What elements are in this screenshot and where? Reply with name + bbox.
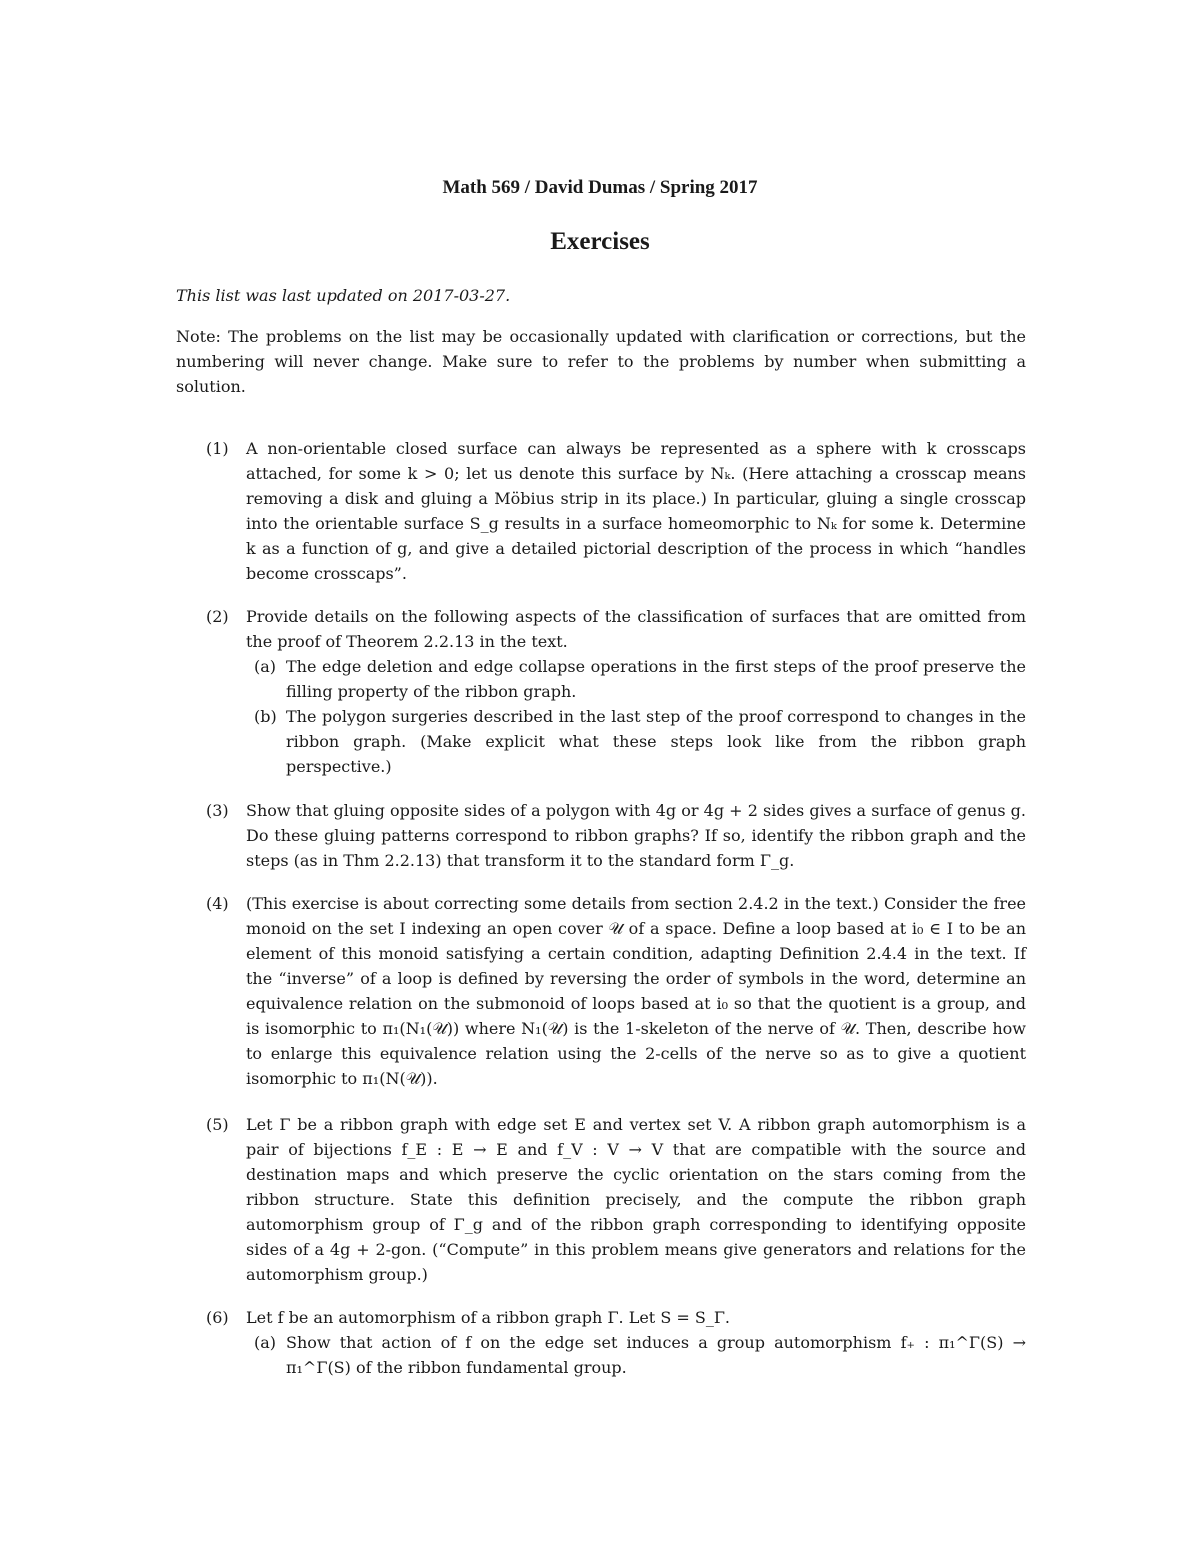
problem-number: (3) [206, 801, 229, 820]
last-updated-note: This list was last updated on 2017-03-27. [176, 286, 511, 305]
subproblem-a [246, 1330, 1026, 1380]
course-header: Math 569 / David Dumas / Spring 2017 [442, 177, 758, 198]
subproblem-label: (a) [254, 1333, 277, 1352]
problem-number: (1) [206, 439, 229, 458]
subproblem-a [246, 654, 1026, 704]
problem-intro: Let f be an automorphism of a ribbon graph Γ. Let S = S_Γ. [246, 1308, 731, 1327]
subproblem-text: The polygon surgeries described in the last step of the proof correspond to changes in the ribbon graph. (Make explicit what these steps look like from the ribbon graph perspective.) [286, 707, 1026, 776]
subproblem-label: (b) [254, 707, 277, 726]
subproblem-b [246, 704, 1026, 779]
subproblem-text: Show that action of f on the edge set induces a group automorphism f₊ : π₁^Γ(S) → π₁^Γ(S) of the ribbon fundamental group. [286, 1333, 1026, 1377]
problem-text: Show that gluing opposite sides of a polygon with 4g or 4g + 2 sides gives a surface of genus g. Do these gluing patterns correspond to ribbon graphs? If so, identify the ribbon graph and the steps (as in Thm 2.2.13) that transform it to the standard form Γ_g. [246, 801, 1026, 870]
subproblem-text: The edge deletion and edge collapse operations in the first steps of the proof preserve the filling property of the ribbon graph. [286, 657, 1026, 701]
problem-5 [206, 1112, 1026, 1287]
subproblem-label: (a) [254, 657, 277, 676]
problem-text [246, 604, 1026, 779]
problem-6 [206, 1305, 1026, 1380]
problem-text: A non-orientable closed surface can always be represented as a sphere with k crosscaps attached, for some k > 0; let us denote this surface by Nₖ. (Here attaching a crosscap means removing a disk and gluing a Möbius strip in its place.) In particular, gluing a single crosscap into the orientable surface S_g results in a surface homeomorphic to Nₖ for some k. Determine k as a function of g, and give a detailed pictorial description of the process in which “handles become crosscaps”. [246, 439, 1026, 583]
problem-4 [206, 891, 1026, 1091]
problem-1 [206, 436, 1026, 586]
page-title: Exercises [550, 228, 650, 255]
problem-2 [206, 604, 1026, 779]
problem-number: (4) [206, 894, 229, 913]
problem-3 [206, 798, 1026, 873]
problem-text: (This exercise is about correcting some details from section 2.4.2 in the text.) Consider the free monoid on the set I indexing an open cover 𝒰 of a space. Define a loop based at i₀ ∈ I to be an element of this monoid satisfying a certain condition, adapting Definition 2.4.4 in the text. If the “inverse” of a loop is defined by reversing the order of symbols in the word, determine an equivalence relation on the submonoid of loops based at i₀ so that the quotient is a group, and is isomorphic to π₁(N₁(𝒰)) where N₁(𝒰) is the 1-skeleton of the nerve of 𝒰. Then, describe how to enlarge this equivalence relation using the 2-cells of the nerve so as to give a quotient isomorphic to π₁(N(𝒰)). [246, 894, 1026, 1088]
numbering-note: Note: The problems on the list may be occasionally updated with clarification or corrections, but the numbering will never change. Make sure to refer to the problems by number when submitting a solution. [176, 327, 1026, 396]
problem-text: Let Γ be a ribbon graph with edge set E and vertex set V. A ribbon graph automorphism is a pair of bijections f_E : E → E and f_V : V → V that are compatible with the source and destination maps and which preserve the cyclic orientation on the stars coming from the ribbon structure. State this definition precisely, and the compute the ribbon graph automorphism group of Γ_g and of the ribbon graph corresponding to identifying opposite sides of a 4g + 2-gon. (“Compute” in this problem means give generators and relations for the automorphism group.) [246, 1115, 1026, 1284]
problem-intro: Provide details on the following aspects of the classification of surfaces that are omitted from the proof of Theorem 2.2.13 in the text. [246, 607, 1026, 651]
problem-number: (6) [206, 1308, 229, 1327]
problem-number: (5) [206, 1115, 229, 1134]
problem-text [246, 1305, 1026, 1380]
problem-number: (2) [206, 607, 229, 626]
